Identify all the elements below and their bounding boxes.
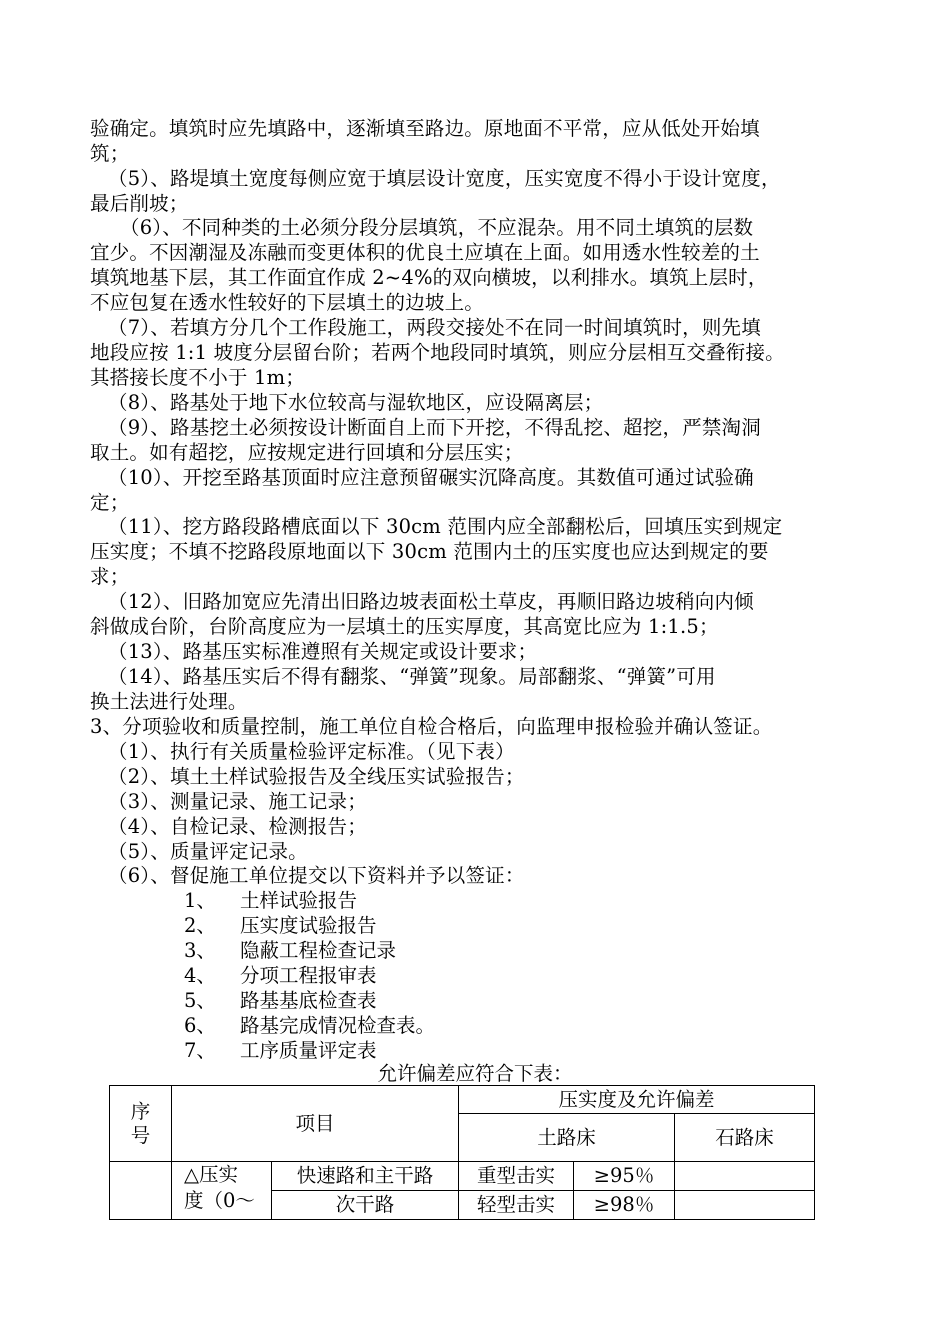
paragraph-line: （5）、路堤填土宽度每侧应宽于填层设计宽度，压实宽度不得小于设计宽度， [108,167,781,190]
paragraph-line: 取土。如有超挖，应按规定进行回填和分层压实； [90,441,524,464]
paragraph-line: （9）、路基挖土必须按设计断面自上而下开挖，不得乱挖、超挖，严禁淘洞 [108,416,761,439]
list-item-text: 压实度试验报告 [240,914,377,937]
paragraph-line: 筑； [90,142,130,165]
table-cell [675,1191,815,1220]
list-item [184,939,396,964]
table-cell [675,1162,815,1191]
header-item: 项目 [172,1086,459,1162]
paragraph-line: （2）、填土土样试验报告及全线压实试验报告； [108,765,525,788]
table-caption: 允许偏差应符合下表： [377,1062,573,1085]
paragraph-line: 定； [90,491,130,514]
list-item-number: 1、 [184,889,216,912]
paragraph-line: 压实度；不填不挖路段原地面以下 30cm 范围内土的压实度也应达到规定的要 [90,540,769,563]
list-item-number: 5、 [184,989,216,1012]
table-cell: 轻型击实 [459,1191,574,1220]
table-cell: 快速路和主干路 [272,1162,459,1191]
paragraph-line: （14）、路基压实后不得有翻浆、“弹簧”现象。局部翻浆、“弹簧”可用 [108,665,716,688]
paragraph-line: 换土法进行处理。 [90,690,248,713]
paragraph-line: （12）、旧路加宽应先清出旧路边坡表面松土草皮，再顺旧路边坡稍向内倾 [108,590,754,613]
list-item-text: 路基完成情况检查表。 [240,1014,436,1037]
paragraph-line: 宜少。不因潮湿及冻融而变更体积的优良土应填在上面。如用透水性较差的土 [90,241,760,264]
table-cell: 重型击实 [459,1162,574,1191]
list-item-text: 土样试验报告 [240,889,358,912]
header-stone-bed: 石路床 [675,1114,815,1162]
paragraph-line: （6）、不同种类的土必须分段分层填筑，不应混杂。用不同土填筑的层数 [120,216,754,239]
list-item [184,1014,435,1039]
paragraph-line: （1）、执行有关质量检验评定标准。（见下表） [108,740,515,763]
paragraph-line: 验确定。填筑时应先填路中，逐渐填至路边。原地面不平常，应从低处开始填 [90,117,760,140]
paragraph-line: 求； [90,565,130,588]
paragraph-line: （10）、开挖至路基顶面时应注意预留碾实沉降高度。其数值可通过试验确 [108,466,754,489]
paragraph-line: 其搭接长度不小于 1m； [90,366,305,389]
list-item-text: 路基基底检查表 [240,989,377,1012]
paragraph-line: 最后削坡； [90,192,189,215]
paragraph-line: （6）、督促施工单位提交以下资料并予以签证： [108,864,525,887]
list-item-number: 7、 [184,1039,216,1062]
paragraph-line: 填筑地基下层，其工作面宜作成 2~4%的双向横坡，以利排水。填筑上层时， [90,266,768,289]
paragraph-line: （13）、路基压实标准遵照有关规定或设计要求； [108,640,538,663]
table-cell: ≥95％ [574,1162,675,1191]
list-item-number: 4、 [184,964,216,987]
paragraph-line: （4）、自检记录、检测报告； [108,815,367,838]
paragraph-line: 地段应按 1:1 坡度分层留台阶；若两个地段同时填筑，则应分层相互交叠衔接。 [90,341,785,364]
list-item-number: 3、 [184,939,216,962]
row-label: △压实 度（0～ [172,1162,272,1220]
list-item-text: 工序质量评定表 [240,1039,377,1062]
header-soil-bed: 土路床 [459,1114,675,1162]
table-cell [110,1162,172,1220]
list-item [184,914,377,939]
paragraph-line: 不应包复在透水性较好的下层填土的边坡上。 [90,291,485,314]
list-item-number: 6、 [184,1014,216,1037]
paragraph-line: （7）、若填方分几个工作段施工，两段交接处不在同一时间填筑时，则先填 [108,316,761,339]
header-seq: 序 号 [110,1086,172,1162]
table-cell: 次干路 [272,1191,459,1220]
paragraph-line: （5）、质量评定记录。 [108,840,308,863]
paragraph-line: 3、分项验收和质量控制，施工单位自检合格后，向监理申报检验并确认签证。 [90,715,773,738]
list-item-text: 隐蔽工程检查记录 [240,939,397,962]
table-cell: ≥98％ [574,1191,675,1220]
list-item-text: 分项工程报审表 [240,964,377,987]
list-item [184,989,377,1014]
list-item [184,889,357,914]
paragraph-line: 斜做成台阶，台阶高度应为一层填土的压实厚度，其高宽比应为 1:1.5； [90,615,719,638]
paragraph-line: （11）、挖方路段路槽底面以下 30cm 范围内应全部翻松后，回填压实到规定 [108,515,783,538]
header-compaction: 压实度及允许偏差 [459,1086,815,1114]
paragraph-line: （3）、测量记录、施工记录； [108,790,367,813]
list-item [184,1039,377,1064]
list-item [184,964,377,989]
list-item-number: 2、 [184,914,216,937]
tolerance-table [109,1085,815,1220]
paragraph-line: （8）、路基处于地下水位较高与湿软地区，应设隔离层； [108,391,604,414]
